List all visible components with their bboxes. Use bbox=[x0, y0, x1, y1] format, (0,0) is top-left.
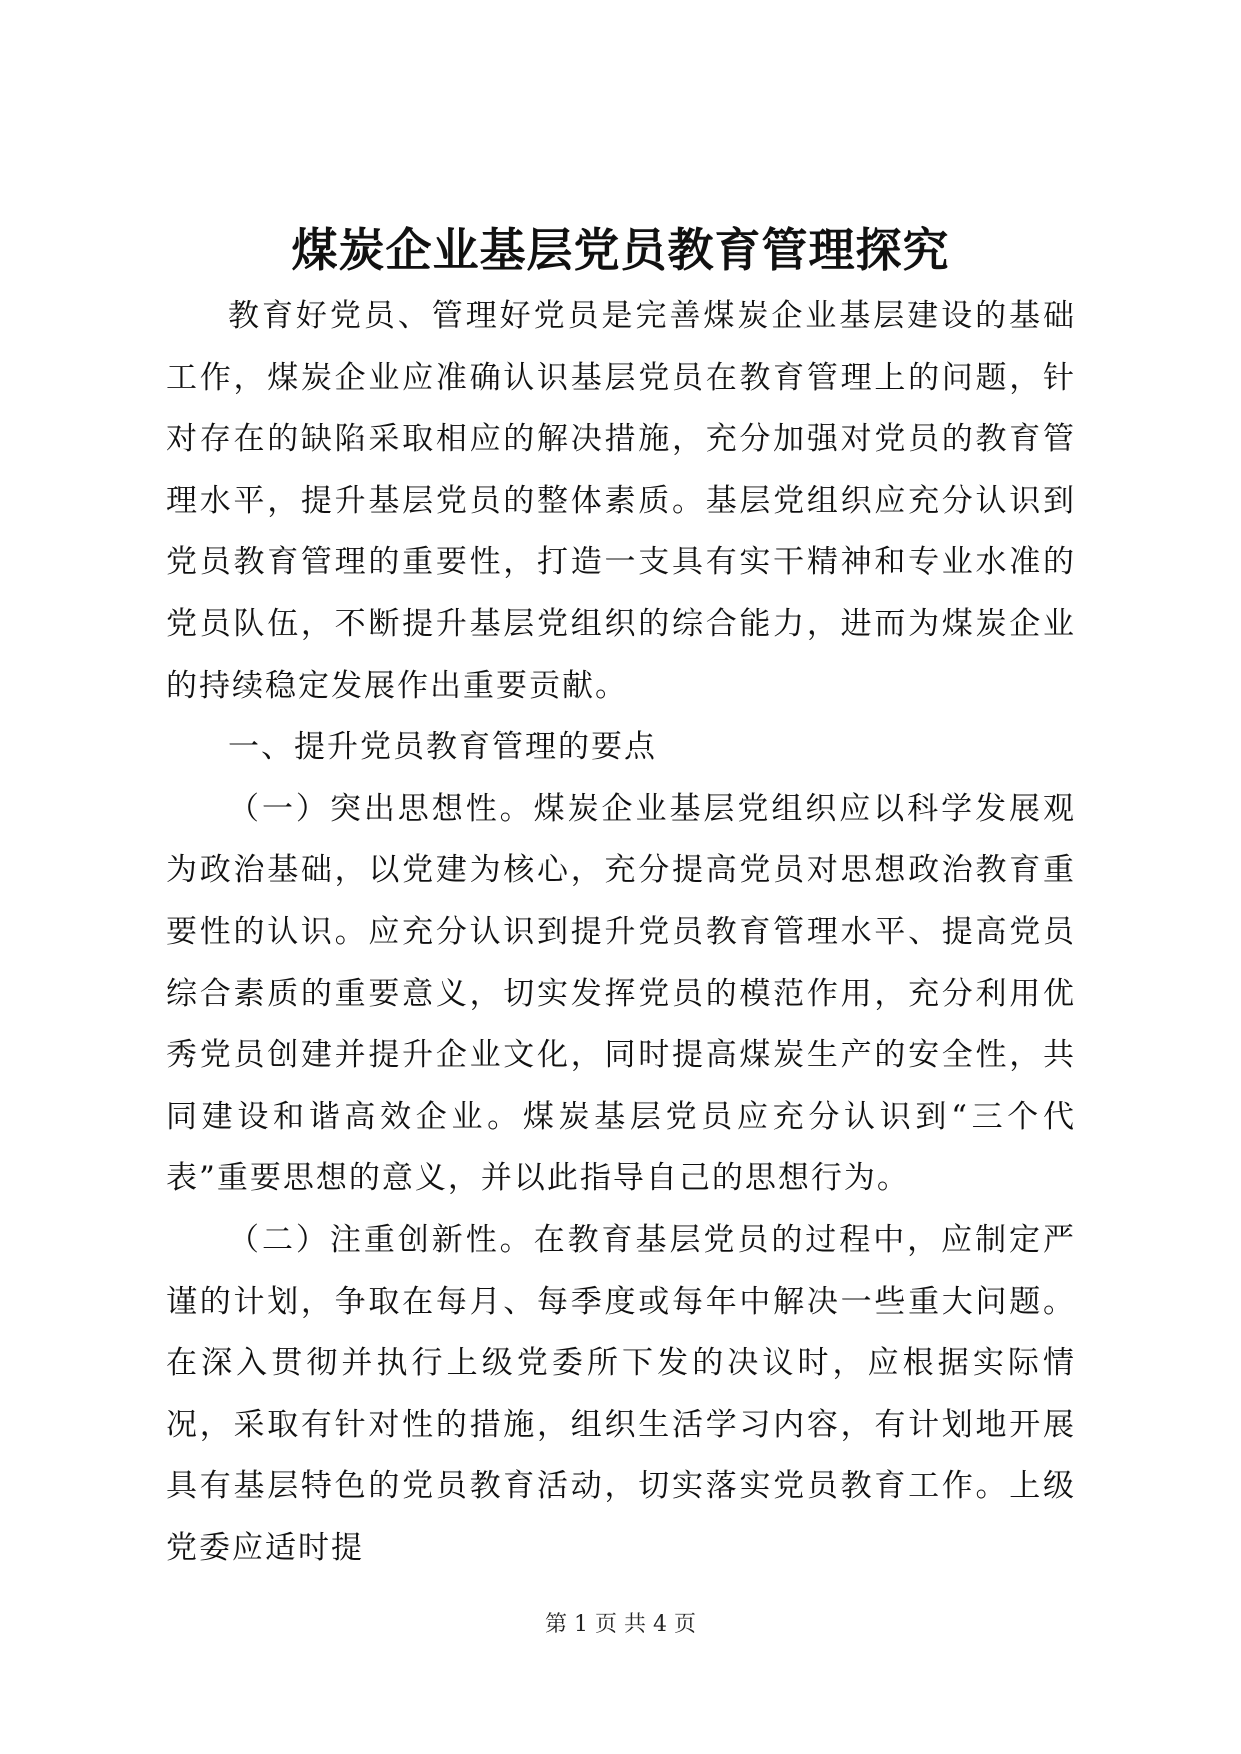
subsection-paragraph-2: （二）注重创新性。在教育基层党员的过程中，应制定严谨的计划，争取在每月、每季度或每年中解决一些重大问题。在深入贯彻并执行上级党委所下发的决议时，应根据实际情况，采取有针对性的措施，组织生活学习内容，有计划地开展具有基层特色的党员教育活动，切实落实党员教育工作。上级党委应适时提 bbox=[166, 1221, 1076, 1566]
intro-paragraph: 教育好党员、管理好党员是完善煤炭企业基层建设的基础工作，煤炭企业应准确认识基层党员在教育管理上的问题，针对存在的缺陷采取相应的解决措施，充分加强对党员的教育管理水平，提升基层党员的整体素质。基层党组织应充分认识到党员教育管理的重要性，打造一支具有实干精神和专业水准的党员队伍，不断提升基层党组织的综合能力，进而为煤炭企业的持续稳定发展作出重要贡献。 bbox=[166, 298, 1076, 704]
page-number-footer: 第 1 页 共 4 页 bbox=[545, 1612, 696, 1637]
document-body bbox=[166, 286, 1076, 1579]
section-heading-1: 一、提升党员教育管理的要点 bbox=[228, 729, 657, 766]
document-title: 煤炭企业基层党员教育管理探究 bbox=[291, 223, 950, 277]
subsection-paragraph-1: （一）突出思想性。煤炭企业基层党组织应以科学发展观为政治基础，以党建为核心，充分提高党员对思想政治教育重要性的认识。应充分认识到提升党员教育管理水平、提高党员综合素质的重要意义，切实发挥党员的模范作用，充分利用优秀党员创建并提升企业文化，同时提高煤炭生产的安全性，共同建设和谐高效企业。煤炭基层党员应充分认识到“三个代表”重要思想的意义，并以此指导自己的思想行为。 bbox=[166, 790, 1076, 1197]
